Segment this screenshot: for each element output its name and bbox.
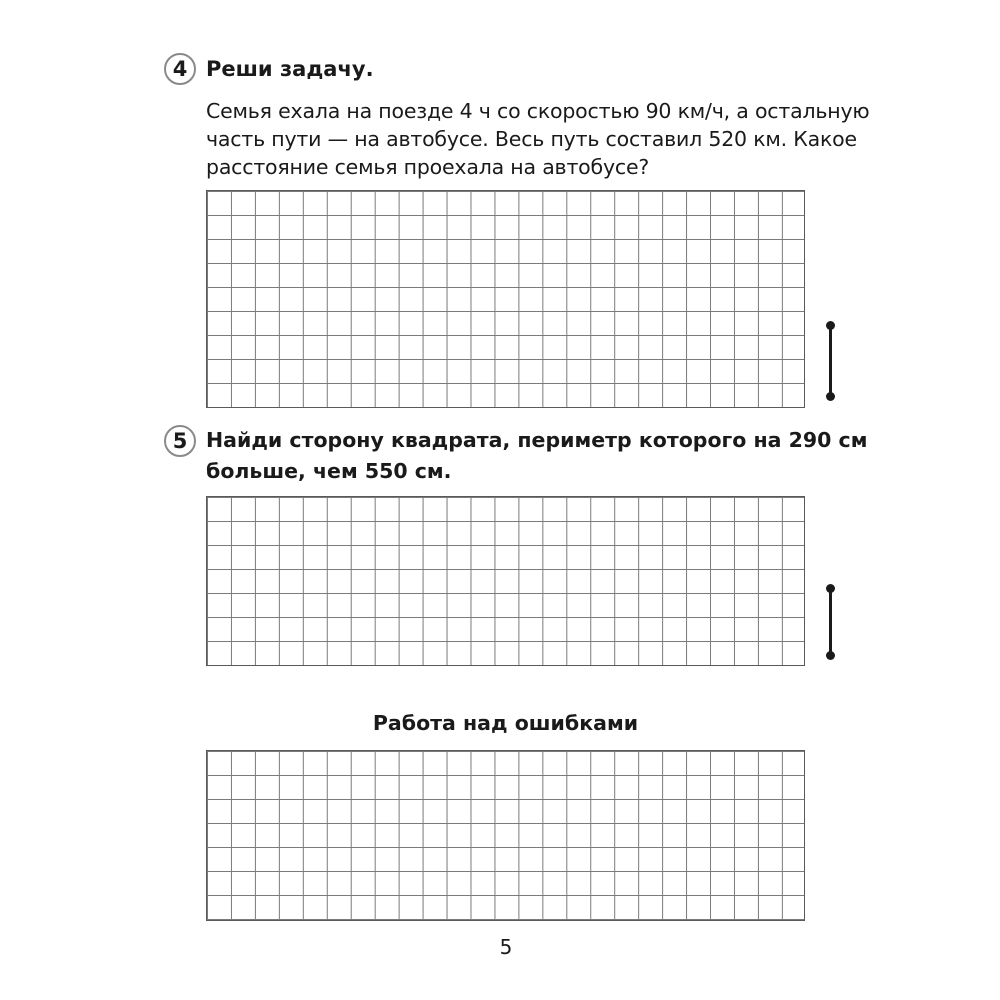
task-4-problem-text	[206, 97, 869, 181]
task-4-text-line: расстояние семья проехала на автобусе?	[206, 155, 650, 179]
page-number: 5	[499, 935, 513, 959]
task-5-text-line: больше, чем 550 см.	[206, 459, 452, 483]
task-4-text-line: Семья ехала на поезде 4 ч со скоростью 90 км/ч, а остальную	[206, 99, 870, 123]
errors-section-title: Работа над ошибками	[372, 711, 639, 735]
task-5-answer-grid[interactable]	[206, 496, 805, 666]
task-5-text-line: Найди сторону квадрата, периметр которого на 290 см	[206, 428, 868, 452]
task-4-title: Реши задачу.	[206, 57, 374, 81]
task-4-answer-grid[interactable]	[206, 190, 805, 408]
task-4-margin-mark	[824, 325, 836, 397]
task-5-number-badge	[164, 425, 196, 457]
task-4-text-line: часть пути — на автобусе. Весь путь составил 520 км. Какое	[206, 127, 857, 151]
task-4-number-badge	[164, 53, 196, 85]
task-5-problem-text	[206, 425, 867, 487]
task-5-number: 5	[172, 429, 188, 453]
task-5-margin-mark	[824, 588, 836, 656]
errors-answer-grid[interactable]	[206, 750, 805, 921]
task-4-number: 4	[172, 57, 188, 81]
